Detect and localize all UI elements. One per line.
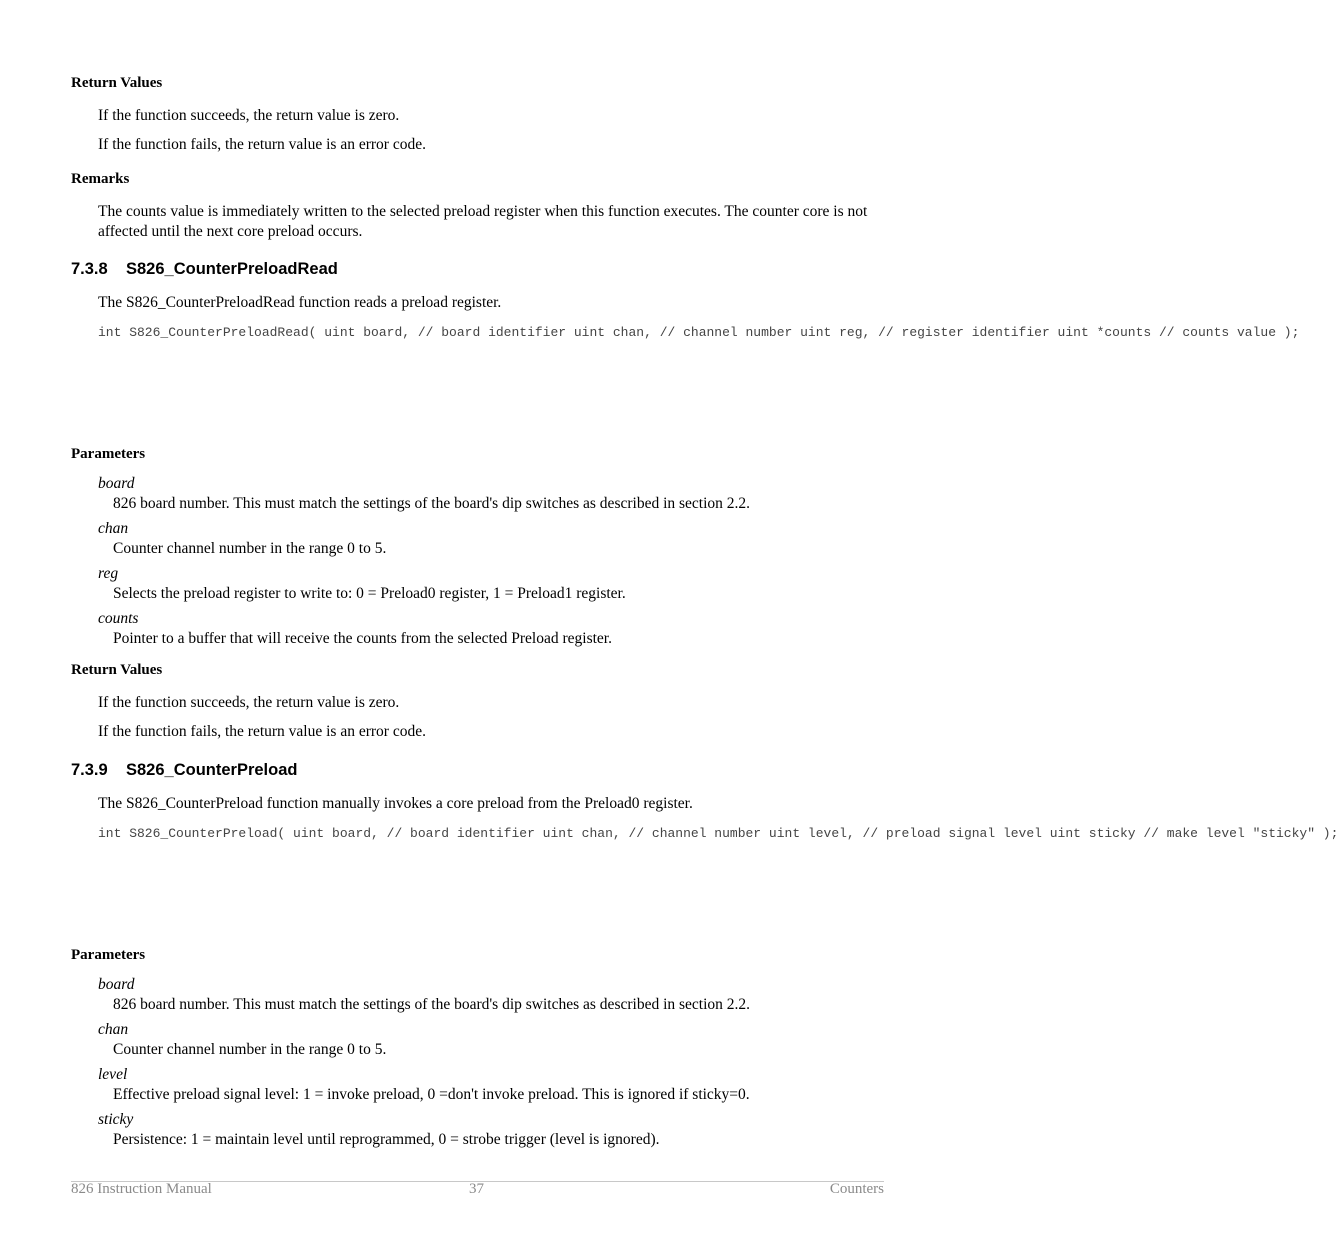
footer-page-number: 37 [469, 1181, 484, 1197]
param-desc-level: Effective preload signal level: 1 = invoke preload, 0 =don't invoke preload. This is ignored if sticky=0. [113, 1086, 750, 1103]
param-term-board: board [98, 475, 135, 492]
section-intro: The S826_CounterPreload function manually invokes a core preload from the Preload0 register. [98, 795, 693, 812]
param-term-sticky: sticky [98, 1111, 134, 1128]
param-term-chan: chan [98, 1021, 129, 1038]
param-desc-chan: Counter channel number in the range 0 to 5. [113, 540, 387, 557]
return-fail-text: If the function fails, the return value is an error code. [98, 723, 426, 740]
param-desc-reg: Selects the preload register to write to: 0 = Preload0 register, 1 = Preload1 register. [113, 585, 626, 602]
return-success-text: If the function succeeds, the return value is zero. [98, 107, 400, 124]
param-desc-chan: Counter channel number in the range 0 to 5. [113, 1041, 387, 1058]
remarks-heading: Remarks [71, 171, 130, 187]
section-title: S826_CounterPreload [126, 761, 298, 779]
param-desc-board: 826 board number. This must match the settings of the board's dip switches as described in section 2.2. [113, 495, 751, 512]
param-term-board: board [98, 976, 135, 993]
param-term-counts: counts [98, 610, 139, 627]
remarks-text: The counts value is immediately written to the selected preload register when this function executes. The counter core is not affected until the next core preload occurs. [98, 203, 868, 240]
param-term-reg: reg [98, 565, 119, 582]
code-block: int S826_CounterPreload( uint board, // board identifier uint chan, // channel number uint level, // preload signal level uint sticky // make level "sticky" ); [98, 826, 1338, 841]
section-number: 7.3.9 [71, 761, 108, 779]
section-title: S826_CounterPreloadRead [126, 260, 338, 278]
param-term-chan: chan [98, 520, 129, 537]
return-values-heading: Return Values [71, 75, 163, 91]
param-term-level: level [98, 1066, 128, 1083]
return-values-heading: Return Values [71, 662, 163, 678]
param-desc-counts: Pointer to a buffer that will receive the counts from the selected Preload register. [113, 630, 612, 647]
section-number: 7.3.8 [71, 260, 108, 278]
param-desc-sticky: Persistence: 1 = maintain level until reprogrammed, 0 = strobe trigger (level is ignored). [113, 1131, 660, 1148]
code-block: int S826_CounterPreloadRead( uint board, // board identifier uint chan, // channel number uint reg, // register identifier uint *counts // counts value ); [98, 325, 1300, 340]
parameters-heading: Parameters [71, 446, 146, 462]
section-heading-7-3-8 [71, 260, 338, 279]
return-fail-text: If the function fails, the return value is an error code. [98, 136, 426, 153]
footer-chapter-name: Counters [829, 1181, 884, 1197]
section-intro: The S826_CounterPreloadRead function reads a preload register. [98, 294, 502, 311]
return-success-text: If the function succeeds, the return value is zero. [98, 694, 400, 711]
section-heading-7-3-9 [71, 761, 297, 780]
param-desc-board: 826 board number. This must match the settings of the board's dip switches as described in section 2.2. [113, 996, 751, 1013]
parameters-heading: Parameters [71, 947, 146, 963]
footer-manual-title: 826 Instruction Manual [71, 1181, 212, 1197]
